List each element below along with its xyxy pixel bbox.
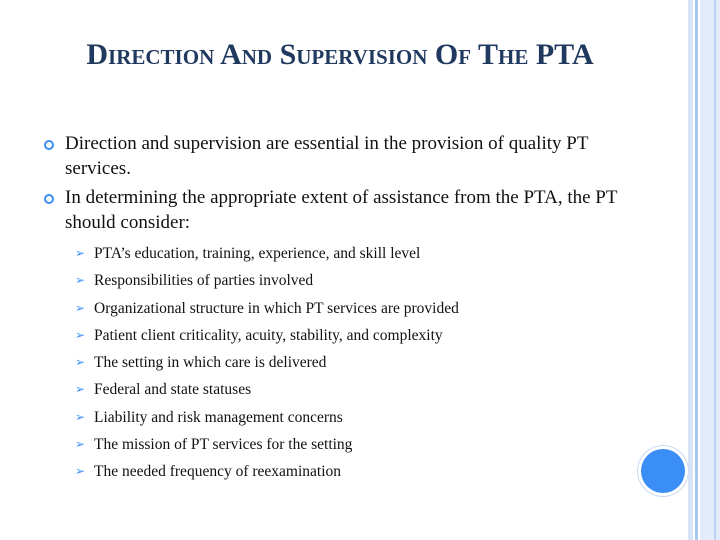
- slide-title: Direction And Supervision Of The PTA: [86, 38, 594, 71]
- slide-body: [44, 131, 624, 490]
- arrow-bullet-icon: ➢: [75, 464, 86, 479]
- sub-bullet-text: The mission of PT services for the setting: [94, 436, 353, 454]
- sub-bullet-list: [65, 240, 624, 486]
- sub-bullet-item: [66, 267, 624, 294]
- ring-bullet-icon: [44, 194, 54, 204]
- sub-bullet-text: PTA’s education, training, experience, and skill level: [94, 245, 421, 262]
- sub-bullet-text: The needed frequency of reexamination: [94, 463, 342, 481]
- sub-bullet-text: Patient client criticality, acuity, stability, and complexity: [94, 326, 443, 344]
- bullet-item: [44, 131, 624, 181]
- sub-bullet-text: Responsibilities of parties involved: [94, 272, 314, 290]
- bullet-text: Direction and supervision are essential in the provision of quality PT services.: [65, 133, 589, 179]
- sub-bullet-item: [66, 240, 624, 267]
- arrow-bullet-icon: ➢: [75, 437, 86, 452]
- arrow-bullet-icon: ➢: [75, 246, 86, 260]
- ring-bullet-icon: [44, 140, 54, 150]
- sub-bullet-item: [66, 322, 624, 349]
- arrow-bullet-icon: ➢: [75, 327, 86, 342]
- arrow-bullet-icon: ➢: [75, 382, 86, 397]
- arrow-bullet-icon: ➢: [75, 355, 86, 370]
- sub-bullet-text: Organizational structure in which PT services are provided: [94, 299, 459, 317]
- sub-bullet-item: [66, 431, 624, 458]
- decorative-side-stripes: [688, 0, 720, 540]
- sub-bullet-text: The setting in which care is delivered: [94, 354, 327, 372]
- sub-bullet-item: [66, 349, 624, 376]
- sub-bullet-text: Federal and state statuses: [94, 381, 252, 399]
- sub-bullet-item: [66, 458, 624, 485]
- sub-bullet-item: [66, 376, 624, 403]
- arrow-bullet-icon: ➢: [75, 409, 86, 424]
- sub-bullet-text: Liability and risk management concerns: [94, 408, 343, 426]
- decorative-circle-icon: [641, 449, 685, 493]
- sub-bullet-item: [66, 295, 624, 322]
- sub-bullet-item: [66, 404, 624, 431]
- arrow-bullet-icon: ➢: [75, 273, 86, 288]
- bullet-text: In determining the appropriate extent of assistance from the PTA, the PT should consider:: [65, 187, 618, 233]
- bullet-item: [44, 185, 624, 486]
- arrow-bullet-icon: ➢: [75, 300, 86, 315]
